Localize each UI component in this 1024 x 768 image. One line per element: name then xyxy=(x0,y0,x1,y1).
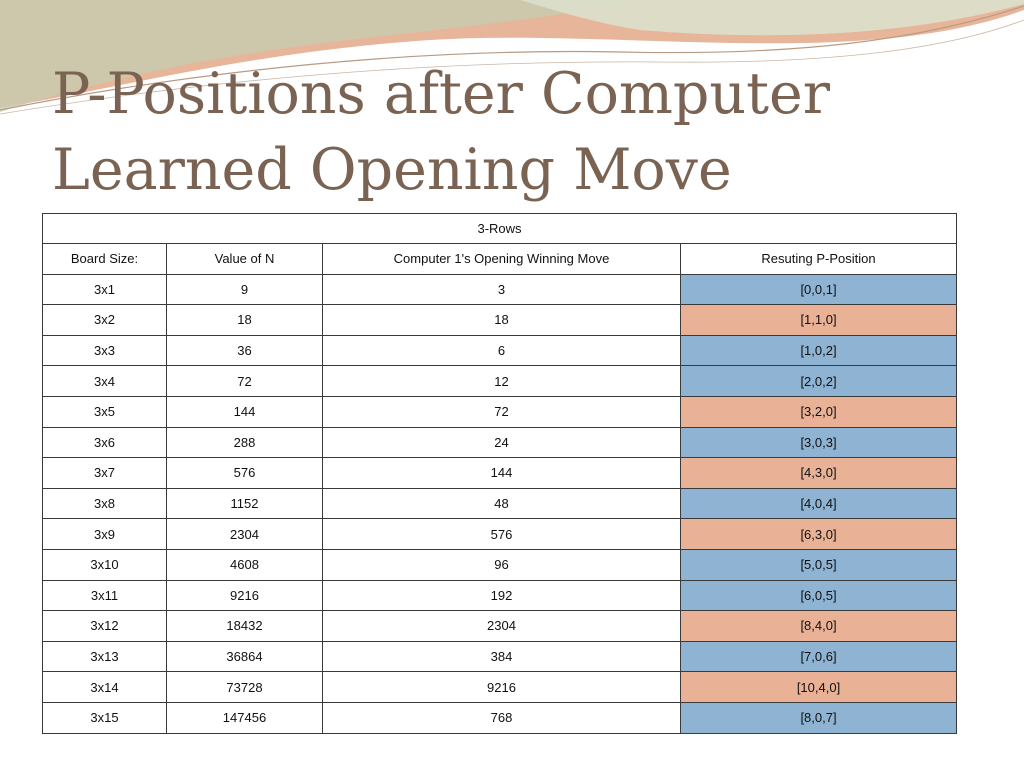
table-row xyxy=(43,305,957,336)
p-position-cell: [4,3,0] xyxy=(681,458,957,489)
value-of-n-cell: 1152 xyxy=(167,488,323,519)
opening-move-cell: 72 xyxy=(323,396,681,427)
table-header-row xyxy=(43,244,957,275)
table-row xyxy=(43,672,957,703)
p-position-cell: [3,0,3] xyxy=(681,427,957,458)
slide-title-line-1: P-Positions after Computer xyxy=(52,61,831,127)
p-position-cell: [1,1,0] xyxy=(681,305,957,336)
board-size-cell: 3x6 xyxy=(43,427,167,458)
opening-move-cell: 9216 xyxy=(323,672,681,703)
value-of-n-cell: 147456 xyxy=(167,702,323,733)
opening-move-cell: 6 xyxy=(323,335,681,366)
board-size-cell: 3x9 xyxy=(43,519,167,550)
value-of-n-cell: 72 xyxy=(167,366,323,397)
table-caption: 3-Rows xyxy=(43,214,957,244)
board-size-cell: 3x3 xyxy=(43,335,167,366)
table-row xyxy=(43,366,957,397)
p-position-cell: [0,0,1] xyxy=(681,274,957,305)
table-row xyxy=(43,549,957,580)
table-row xyxy=(43,580,957,611)
opening-move-cell: 3 xyxy=(323,274,681,305)
table-row xyxy=(43,611,957,642)
header-value-of-n: Value of N xyxy=(167,244,323,275)
table-body xyxy=(43,214,957,734)
opening-move-cell: 384 xyxy=(323,641,681,672)
value-of-n-cell: 9 xyxy=(167,274,323,305)
p-position-cell: [8,0,7] xyxy=(681,702,957,733)
p-position-cell: [1,0,2] xyxy=(681,335,957,366)
value-of-n-cell: 576 xyxy=(167,458,323,489)
opening-move-cell: 2304 xyxy=(323,611,681,642)
board-size-cell: 3x11 xyxy=(43,580,167,611)
opening-move-cell: 18 xyxy=(323,305,681,336)
table-row xyxy=(43,702,957,733)
value-of-n-cell: 9216 xyxy=(167,580,323,611)
p-position-cell: [10,4,0] xyxy=(681,672,957,703)
p-position-cell: [7,0,6] xyxy=(681,641,957,672)
board-size-cell: 3x13 xyxy=(43,641,167,672)
slide-title xyxy=(52,56,992,208)
slide-title-line-2: Learned Opening Move xyxy=(52,137,732,203)
opening-move-cell: 24 xyxy=(323,427,681,458)
board-size-cell: 3x8 xyxy=(43,488,167,519)
p-positions-table xyxy=(42,213,957,734)
table-row xyxy=(43,427,957,458)
board-size-cell: 3x15 xyxy=(43,702,167,733)
board-size-cell: 3x14 xyxy=(43,672,167,703)
opening-move-cell: 96 xyxy=(323,549,681,580)
board-size-cell: 3x10 xyxy=(43,549,167,580)
board-size-cell: 3x12 xyxy=(43,611,167,642)
table-row xyxy=(43,519,957,550)
board-size-cell: 3x2 xyxy=(43,305,167,336)
p-position-cell: [2,0,2] xyxy=(681,366,957,397)
opening-move-cell: 192 xyxy=(323,580,681,611)
table-row xyxy=(43,396,957,427)
table-caption-row xyxy=(43,214,957,244)
board-size-cell: 3x7 xyxy=(43,458,167,489)
p-position-cell: [5,0,5] xyxy=(681,549,957,580)
value-of-n-cell: 288 xyxy=(167,427,323,458)
value-of-n-cell: 36864 xyxy=(167,641,323,672)
p-position-cell: [8,4,0] xyxy=(681,611,957,642)
value-of-n-cell: 144 xyxy=(167,396,323,427)
opening-move-cell: 48 xyxy=(323,488,681,519)
header-opening-move: Computer 1's Opening Winning Move xyxy=(323,244,681,275)
header-board-size: Board Size: xyxy=(43,244,167,275)
value-of-n-cell: 73728 xyxy=(167,672,323,703)
board-size-cell: 3x1 xyxy=(43,274,167,305)
value-of-n-cell: 4608 xyxy=(167,549,323,580)
opening-move-cell: 12 xyxy=(323,366,681,397)
header-resulting-position: Resuting P-Position xyxy=(681,244,957,275)
opening-move-cell: 768 xyxy=(323,702,681,733)
table-row xyxy=(43,274,957,305)
board-size-cell: 3x4 xyxy=(43,366,167,397)
table-row xyxy=(43,458,957,489)
p-position-cell: [4,0,4] xyxy=(681,488,957,519)
value-of-n-cell: 18432 xyxy=(167,611,323,642)
value-of-n-cell: 18 xyxy=(167,305,323,336)
p-position-cell: [6,3,0] xyxy=(681,519,957,550)
opening-move-cell: 144 xyxy=(323,458,681,489)
table-row xyxy=(43,488,957,519)
board-size-cell: 3x5 xyxy=(43,396,167,427)
p-position-cell: [6,0,5] xyxy=(681,580,957,611)
opening-move-cell: 576 xyxy=(323,519,681,550)
value-of-n-cell: 2304 xyxy=(167,519,323,550)
table-row xyxy=(43,641,957,672)
value-of-n-cell: 36 xyxy=(167,335,323,366)
table-row xyxy=(43,335,957,366)
p-position-cell: [3,2,0] xyxy=(681,396,957,427)
